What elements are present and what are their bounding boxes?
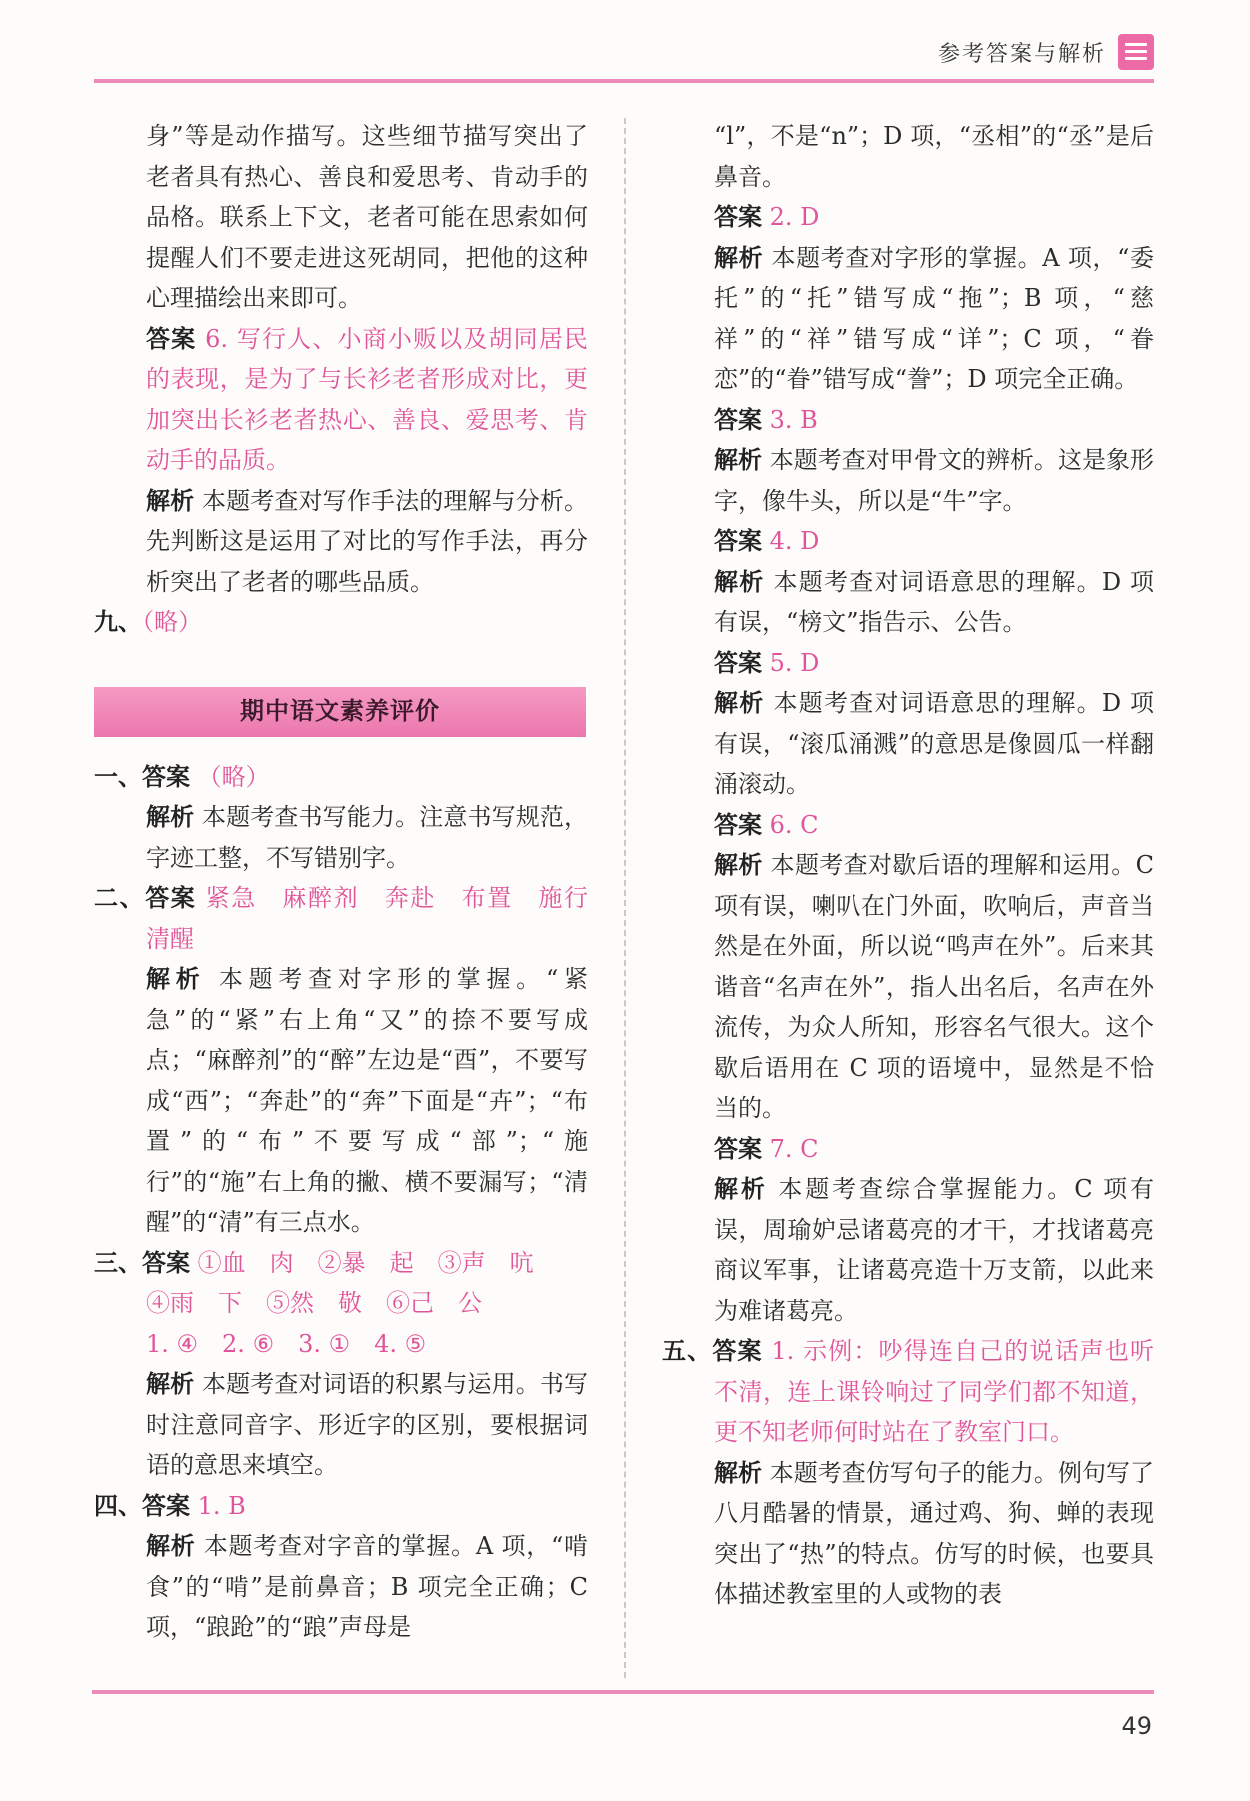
answer-text: （略）	[142, 608, 202, 636]
left-column	[94, 116, 613, 1648]
page-number: 49	[1121, 1712, 1152, 1740]
section-title-banner: 期中语文素养评价	[94, 687, 586, 737]
section-number: 二、	[94, 883, 146, 912]
explanation-label: 解析	[146, 1369, 195, 1398]
answer-text: 3. B	[769, 405, 818, 434]
section-2-explanation	[94, 959, 588, 1243]
header-rule	[94, 79, 1154, 83]
answer-label: 答案	[146, 323, 197, 353]
explanation-text: 本题考查综合掌握能力。C 项有误，周瑜妒忌诸葛亮的才干，才找诸葛亮商议军事，让诸葛亮造十万支箭，以此来为难诸葛亮。	[714, 1175, 1154, 1325]
explanation-label: 解析	[146, 802, 195, 831]
answer-text: 1. 示例：吵得连自己的说话声也听不清，连上课铃响过了同学们都不知道，更不知老师何时站在了教室门口。	[714, 1337, 1155, 1446]
answer-text: 6. 写行人、小商小贩以及胡同居民的表现，是为了与长衫老者形成对比，更加突出长衫老者热心、善良、爱思考、肯动手的品质。	[146, 324, 588, 474]
explanation-text: 本题考查对字音的掌握。A 项，“啃食”的“啃”是前鼻音；B 项完全正确；C 项，“踉跄”的“踉”声母是	[146, 1532, 588, 1641]
answer-label: 答案	[714, 1133, 762, 1163]
section-9	[94, 602, 588, 643]
answer-3	[662, 400, 1154, 441]
explanation-text: 本题考查对甲骨文的辨析。这是象形字，像牛头，所以是“牛”字。	[714, 446, 1155, 515]
section-number: 三、	[94, 1247, 142, 1277]
answer-text: 1. B	[197, 1491, 246, 1520]
explanation-text: 本题考查对词语的积累与运用。书写时注意同音字、形近字的区别，要根据词语的意思来填空。	[146, 1370, 588, 1479]
explanation-label: 解析	[146, 485, 195, 515]
explanation-text: 本题考查对歇后语的理解和运用。C 项有误，喇叭在门外面，吹响后，声音当然是在外面，所以说“鸣声在外”。后来其谐音“名声在外”，指人出名后，名声在外流传，为众人所知，形容名气很大。这个歇后语用在 C 项的语境中，显然是不恰当的。	[714, 851, 1154, 1122]
explanation-label: 解析	[146, 964, 206, 993]
explanation-text: 本题考查书写能力。注意书写规范，字迹工整，不写错别字。	[146, 803, 588, 872]
right-column	[662, 116, 1154, 1615]
footer-rule	[92, 1690, 1154, 1694]
answer-label: 答案	[714, 526, 762, 555]
explanation-4	[662, 562, 1154, 643]
section-1-answer	[94, 757, 588, 798]
answer-label: 答案	[712, 1336, 763, 1365]
section-3-answer-line-3: 1. ④ 2. ⑥ 3. ① 4. ⑤	[146, 1329, 427, 1358]
explanation-label: 解析	[714, 1457, 763, 1487]
explanation-text: 本题考查仿写句子的能力。例句写了八月酷暑的情景，通过鸡、狗、蝉的表现突出了“热”的特点。仿写的时候，也要具体描述教室里的人或物的表	[714, 1458, 1155, 1608]
section-3-answer	[94, 1243, 588, 1284]
section-3-answer-line-2: ④雨 下 ⑤然 敬 ⑥己 公	[146, 1289, 482, 1317]
section-number: 九、	[94, 607, 142, 636]
explanation-text: 本题考查对字形的掌握。A 项，“委托”的“托”错写成“拖”；B 项，“慈祥”的“祥”错写成“详”；C 项，“眷恋”的“眷”错写成“誊”；D 项完全正确。	[714, 243, 1155, 393]
answer-label: 答案	[714, 809, 762, 839]
explanation-2	[662, 238, 1154, 400]
section-number: 一、	[94, 761, 142, 791]
answer-label: 答案	[145, 883, 197, 912]
answer-text: 4. D	[769, 527, 820, 555]
answer-2	[662, 197, 1154, 238]
explanation-label: 解析	[714, 1174, 768, 1203]
explanation-5	[662, 683, 1154, 805]
explanation-text: 本题考查对字形的掌握。“紧急”的“紧”右上角“又”的捺不要写成点；“麻醉剂”的“醉”左边是“酉”，不要写成“西”；“奔赴”的“奔”下面是“卉”；“布置”的“布”不要写成“部”；“施行”的“施”右上角的撇、横不要漏写；“清醒”的“清”有三点水。	[146, 965, 588, 1236]
explanation-label: 解析	[714, 850, 763, 879]
answer-label: 答案	[714, 404, 762, 434]
explanation-7	[662, 1169, 1154, 1331]
explanation-label: 解析	[714, 242, 764, 272]
answer-text: 7. C	[769, 1134, 819, 1163]
answer-label: 答案	[142, 1490, 190, 1520]
answer-label: 答案	[714, 202, 762, 231]
explanation-label: 解析	[146, 1531, 196, 1560]
answer-label: 答案	[714, 647, 762, 677]
answer-6	[94, 319, 588, 481]
explanation-label: 解析	[714, 688, 765, 717]
answer-4	[662, 521, 1154, 562]
explanation-3	[662, 440, 1154, 521]
answer-text: 2. D	[769, 203, 820, 231]
section-3-explanation	[94, 1364, 588, 1486]
section-2-answer	[94, 878, 613, 959]
paragraph: “l”，不是“n”；D 项，“丞相”的“丞”是后鼻音。	[714, 122, 1154, 191]
answer-text: 紧急 麻醉剂 奔赴 布置 施行 清醒	[146, 884, 613, 953]
answer-7	[662, 1129, 1154, 1170]
explanation-6	[94, 481, 588, 603]
answer-label: 答案	[142, 1247, 190, 1277]
section-number: 五、	[662, 1336, 713, 1365]
book-list-icon	[1118, 34, 1154, 70]
section-5-explanation	[662, 1453, 1154, 1615]
answer-5	[662, 643, 1154, 684]
explanation-6	[662, 845, 1154, 1129]
paragraph: 身”等是动作描写。这些细节描写突出了老者具有热心、善良和爱思考、肯动手的品格。联系上下文，老者可能在思索如何提醒人们不要走进这死胡同，把他的这种心理描绘出来即可。	[146, 122, 588, 312]
section-5-answer	[662, 1331, 1154, 1453]
answer-text: （略）	[197, 762, 270, 791]
explanation-text: 本题考查对写作手法的理解与分析。先判断这是运用了对比的写作手法，再分析突出了老者的哪些品质。	[146, 486, 588, 596]
explanation-text: 本题考查对词语意思的理解。D 项有误，“滚瓜涌溅”的意思是像圆瓜一样翻涌滚动。	[714, 689, 1155, 798]
section-4-answer	[94, 1486, 588, 1527]
answer-text: 5. D	[769, 648, 820, 677]
explanation-label: 解析	[714, 566, 765, 596]
explanation-text: 本题考查对词语意思的理解。D 项有误，“榜文”指告示、公告。	[714, 567, 1155, 636]
page-header	[938, 34, 1154, 70]
header-title: 参考答案与解析	[937, 41, 1106, 67]
answer-text: 6. C	[769, 810, 819, 839]
answer-label: 答案	[142, 761, 190, 791]
answer-text: ①血 肉 ②暴 起 ③声 吭	[197, 1248, 534, 1277]
section-number: 四、	[94, 1490, 142, 1520]
answer-6	[662, 805, 1154, 846]
section-4-explanation	[94, 1526, 588, 1648]
explanation-label: 解析	[714, 445, 763, 474]
column-divider	[624, 118, 626, 1678]
section-1-explanation	[94, 797, 588, 878]
